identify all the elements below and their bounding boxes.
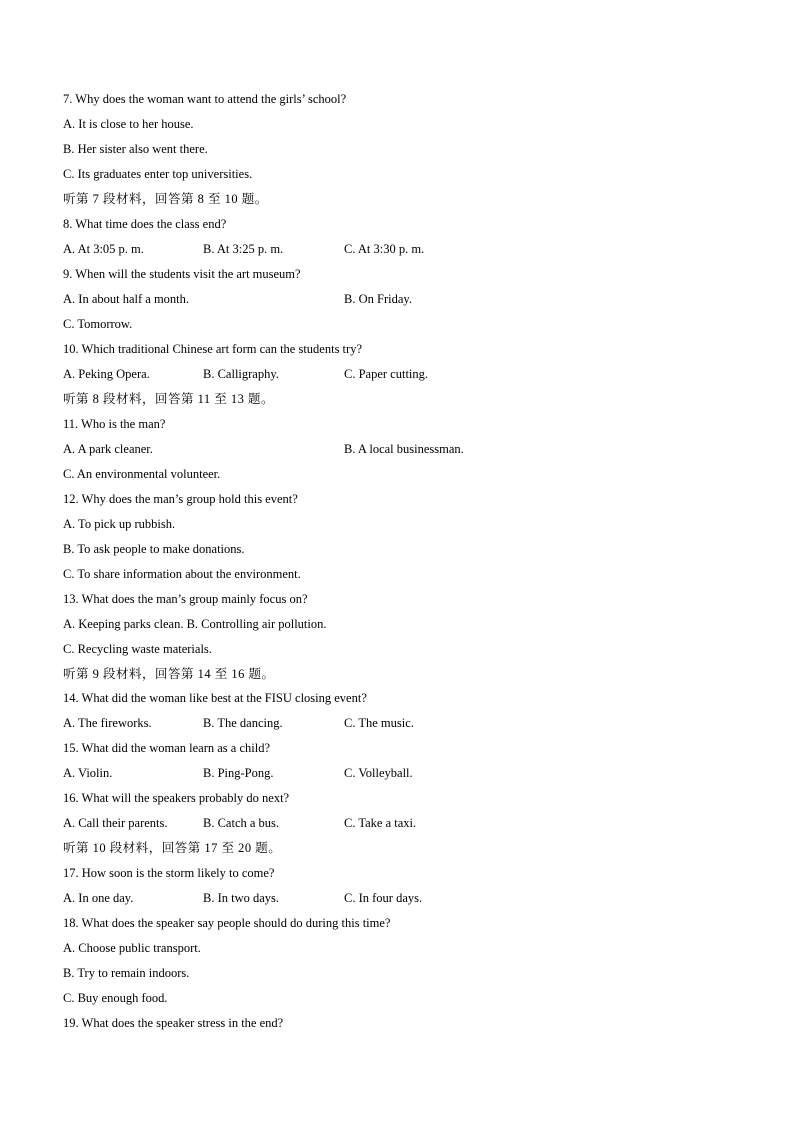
option-7-a: A. It is close to her house. [63,117,194,131]
option-18-b: B. Try to remain indoors. [63,966,190,980]
option-17-b: B. In two days. [203,891,280,905]
option-18-a: A. Choose public transport. [63,941,201,955]
section-header-8: 听第 8 段材料，回答第 11 至 13 题。 [63,392,275,406]
section-header-7: 听第 7 段材料，回答第 8 至 10 题。 [63,192,268,206]
question-12: 12. Why does the man’s group hold this event? [63,492,298,506]
option-14-b: B. The dancing. [203,716,283,730]
section-header-9: 听第 9 段材料，回答第 14 至 16 题。 [63,667,275,681]
option-14-a: A. The fireworks. [63,716,152,730]
option-10-c: C. Paper cutting. [344,367,429,381]
question-10: 10. Which traditional Chinese art form can the students try? [63,342,362,356]
option-10-a: A. Peking Opera. [63,367,150,381]
option-12-b: B. To ask people to make donations. [63,542,245,556]
option-16-a: A. Call their parents. [63,816,168,830]
option-7-c: C. Its graduates enter top universities. [63,167,253,181]
option-12-a: A. To pick up rubbish. [63,517,176,531]
option-13-a-b: A. Keeping parks clean. B. Controlling air pollution. [63,617,327,631]
option-11-b: B. A local businessman. [344,442,464,456]
question-9: 9. When will the students visit the art museum? [63,267,301,281]
question-11: 11. Who is the man? [63,417,166,431]
option-11-a: A. A park cleaner. [63,442,153,456]
option-8-b: B. At 3:25 p. m. [203,242,284,256]
question-16: 16. What will the speakers probably do next? [63,791,290,805]
option-7-b: B. Her sister also went there. [63,142,208,156]
option-10-b: B. Calligraphy. [203,367,279,381]
question-14: 14. What did the woman like best at the FISU closing event? [63,691,367,705]
option-9-a: A. In about half a month. [63,292,190,306]
question-13: 13. What does the man’s group mainly focus on? [63,592,308,606]
option-8-a: A. At 3:05 p. m. [63,242,144,256]
option-12-c: C. To share information about the environment. [63,567,301,581]
option-16-b: B. Catch a bus. [203,816,280,830]
option-17-c: C. In four days. [344,891,423,905]
question-19: 19. What does the speaker stress in the end? [63,1016,284,1030]
option-13-c: C. Recycling waste materials. [63,642,212,656]
option-9-b: B. On Friday. [344,292,412,306]
option-11-c: C. An environmental volunteer. [63,467,221,481]
question-7: 7. Why does the woman want to attend the girls’ school? [63,92,347,106]
option-16-c: C. Take a taxi. [344,816,417,830]
option-8-c: C. At 3:30 p. m. [344,242,425,256]
option-18-c: C. Buy enough food. [63,991,168,1005]
question-8: 8. What time does the class end? [63,217,227,231]
question-15: 15. What did the woman learn as a child? [63,741,270,755]
option-14-c: C. The music. [344,716,414,730]
question-17: 17. How soon is the storm likely to come? [63,866,275,880]
question-18: 18. What does the speaker say people should do during this time? [63,916,391,930]
option-15-a: A. Violin. [63,766,113,780]
option-17-a: A. In one day. [63,891,134,905]
option-15-c: C. Volleyball. [344,766,413,780]
option-15-b: B. Ping-Pong. [203,766,274,780]
option-9-c: C. Tomorrow. [63,317,133,331]
section-header-10: 听第 10 段材料，回答第 17 至 20 题。 [63,841,282,855]
